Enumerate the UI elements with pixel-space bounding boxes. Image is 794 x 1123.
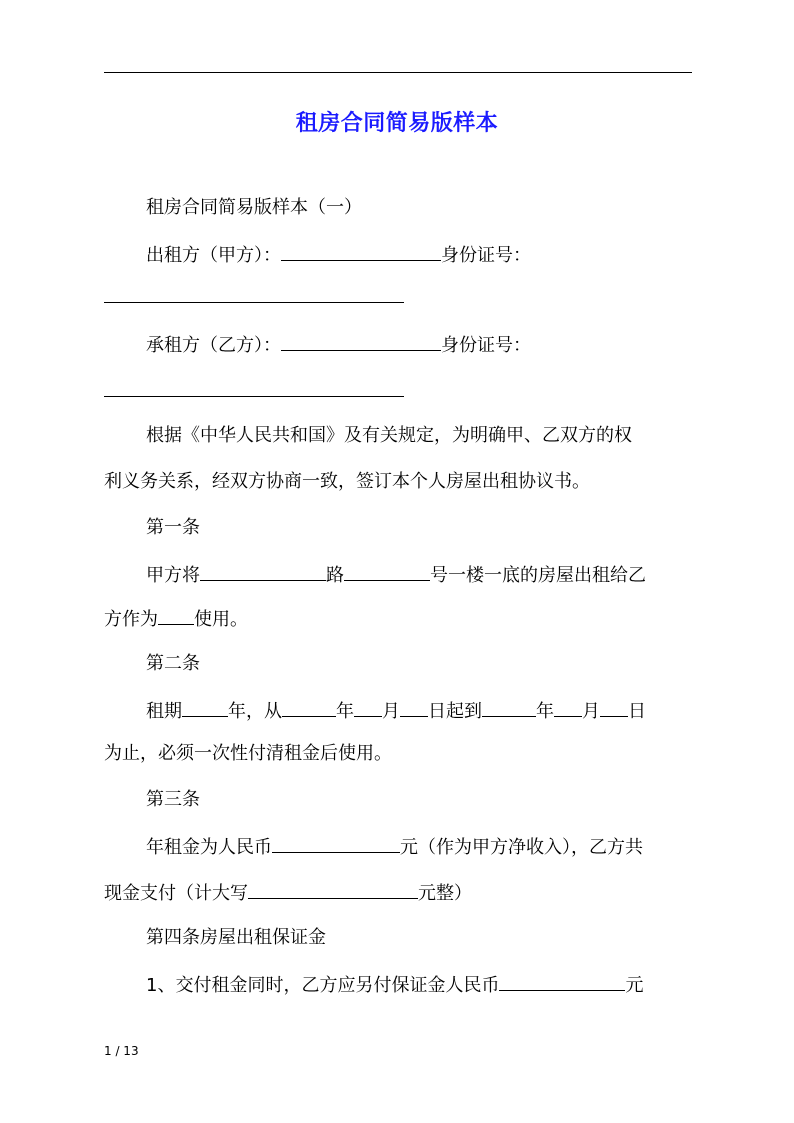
text: 月: [582, 701, 600, 722]
lessee-line: [146, 332, 531, 358]
text: 方作为: [104, 609, 158, 630]
rent-in-words-blank[interactable]: [248, 880, 418, 899]
text: 使用。: [194, 609, 248, 630]
lessee-id-blank[interactable]: [104, 396, 404, 397]
intro-line-2: 利义务关系，经双方协商一致，签订本个人房屋出租协议书。: [104, 471, 590, 492]
article-4-heading: 第四条房屋出租保证金: [146, 927, 326, 948]
deposit-blank[interactable]: [499, 972, 625, 991]
text: 元: [625, 975, 644, 996]
start-day-blank[interactable]: [400, 698, 428, 717]
article-2-heading: 第二条: [146, 653, 200, 674]
subtitle: 租房合同简易版样本（一）: [146, 197, 362, 218]
text: 年租金为人民币: [146, 837, 272, 858]
article-2-line-1: [146, 698, 646, 724]
document-title: 租房合同简易版样本: [295, 111, 499, 136]
years-blank[interactable]: [182, 698, 228, 717]
lessor-id-label: 身份证号：: [441, 245, 531, 266]
start-month-blank[interactable]: [354, 698, 382, 717]
header-rule: [104, 72, 692, 73]
text: 日起到: [428, 701, 482, 722]
rent-amount-blank[interactable]: [272, 834, 400, 853]
end-month-blank[interactable]: [554, 698, 582, 717]
lessor-label: 出租方（甲方）：: [146, 245, 281, 266]
lessee-blank[interactable]: [281, 332, 441, 351]
text: 年，从: [228, 701, 282, 722]
text: 元整）: [418, 883, 472, 904]
lessor-id-blank[interactable]: [104, 302, 404, 303]
text: 1、交付租金同时，乙方应另付保证金人民币: [146, 975, 500, 996]
end-day-blank[interactable]: [600, 698, 628, 717]
number-blank[interactable]: [344, 562, 430, 581]
text: 元（作为甲方净收入），乙方共: [400, 837, 643, 858]
lessee-id-label: 身份证号：: [441, 335, 531, 356]
article-3-line-1: [146, 834, 643, 860]
lessor-blank[interactable]: [281, 242, 441, 261]
text: 路: [326, 565, 344, 586]
article-1-line-1: [146, 562, 646, 588]
text: 现金支付（计大写: [104, 883, 248, 904]
page-number: 1 / 13: [104, 1044, 139, 1058]
text: 租期: [146, 701, 182, 722]
text: 甲方将: [146, 565, 200, 586]
intro-line-1: 根据《中华人民共和国》及有关规定，为明确甲、乙双方的权: [146, 425, 632, 446]
text: 日: [628, 701, 646, 722]
purpose-blank[interactable]: [158, 606, 194, 625]
lessee-label: 承租方（乙方）：: [146, 335, 281, 356]
text: 年: [336, 701, 354, 722]
start-year-blank[interactable]: [282, 698, 336, 717]
road-blank[interactable]: [200, 562, 326, 581]
article-2-line-2: 为止，必须一次性付清租金后使用。: [104, 743, 392, 764]
article-3-line-2: [104, 880, 472, 906]
text: 号一楼一底的房屋出租给乙: [430, 565, 646, 586]
text: 月: [382, 701, 400, 722]
article-1-heading: 第一条: [146, 517, 200, 538]
article-3-heading: 第三条: [146, 789, 200, 810]
lessor-line: [146, 242, 531, 268]
article-1-line-2: [104, 606, 248, 632]
end-year-blank[interactable]: [482, 698, 536, 717]
text: 年: [536, 701, 554, 722]
article-4-line-1: [146, 972, 643, 998]
